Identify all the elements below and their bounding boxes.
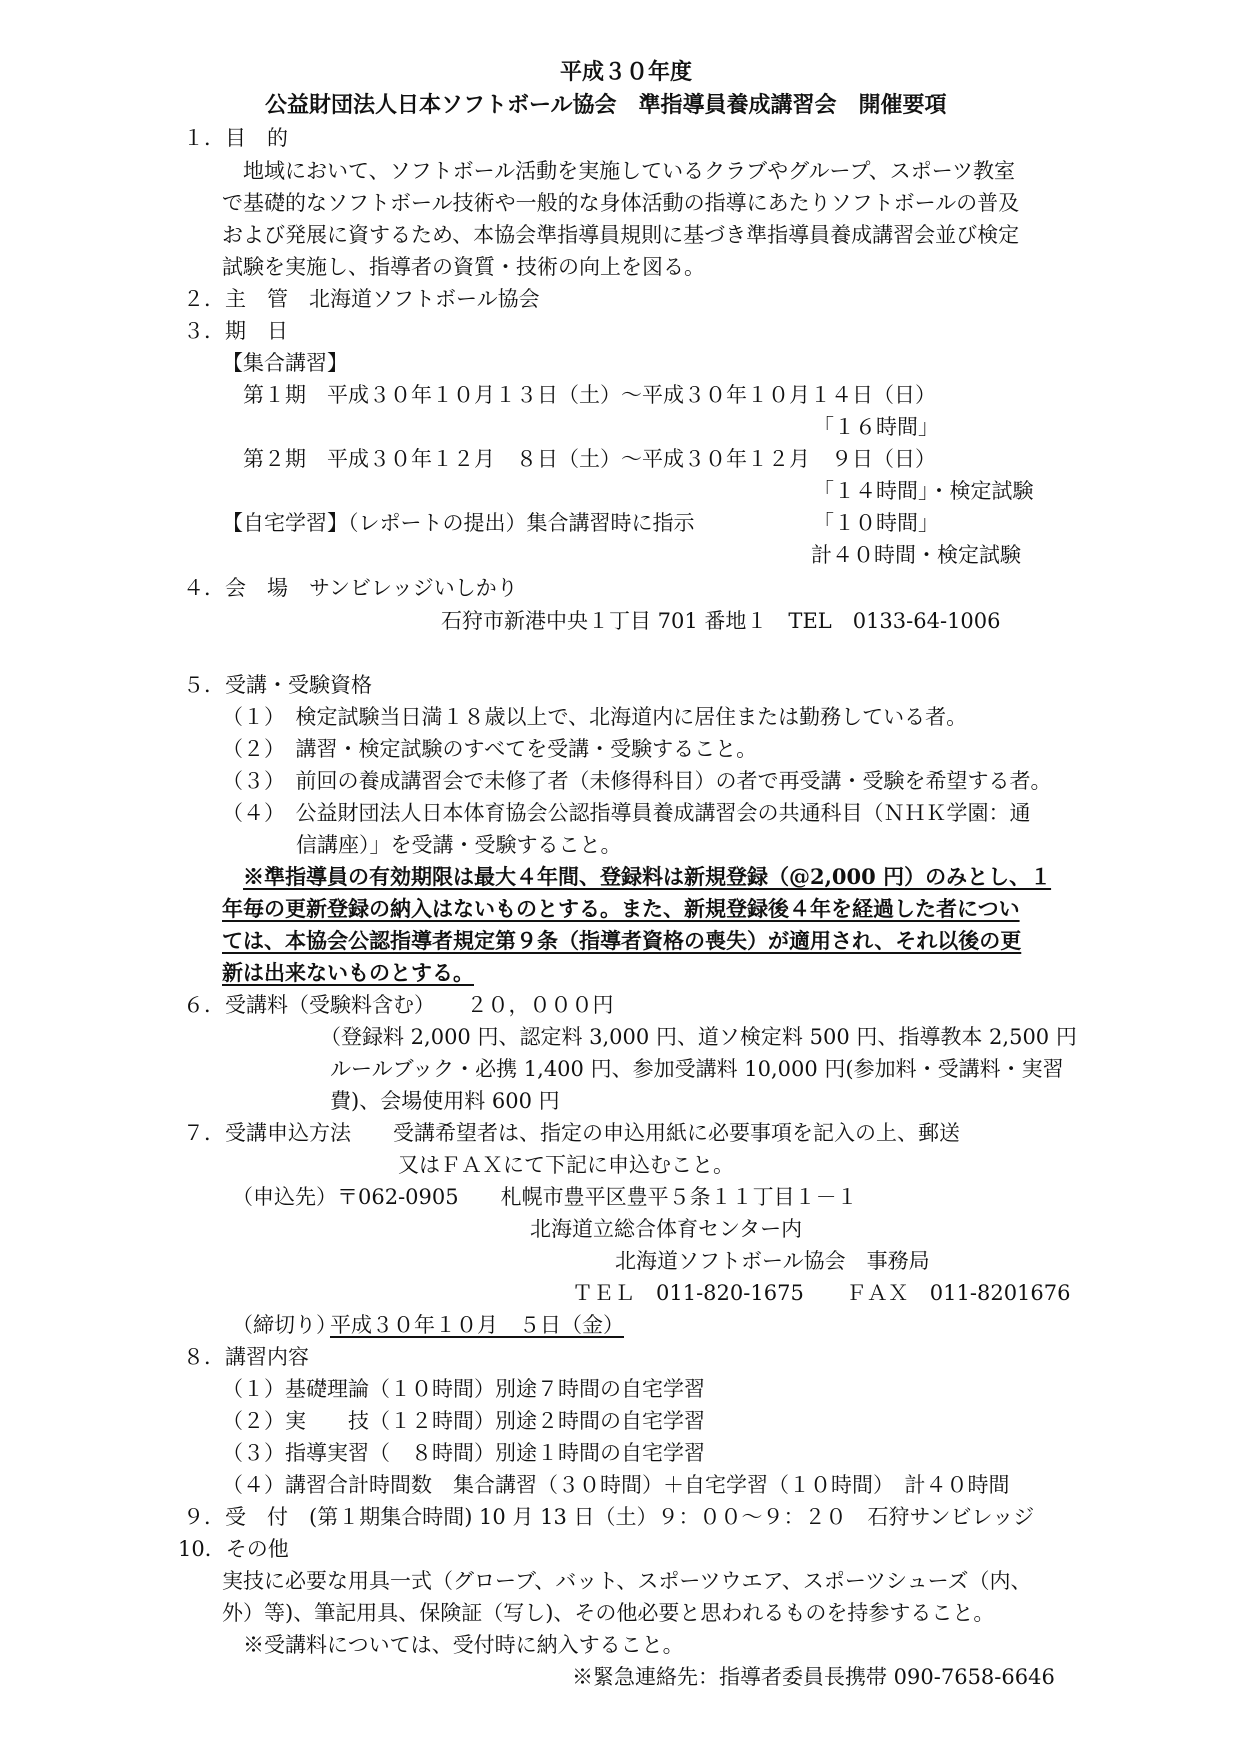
document-title: 公益財団法人日本ソフトボール協会 準指導員養成講習会 開催要項 [265,92,947,118]
qualification-item: （２） 講習・検定試験のすべてを受講・受験すること。 [222,737,758,761]
course-item: （４）講習合計時間数 集合講習（３０時間）＋自宅学習（１０時間） 計４０時間 [222,1473,1010,1497]
fee-breakdown-line: 費)、会場使用料 600 円 [330,1089,560,1113]
venue-address: 石狩市新港中央１丁目 701 番地１ TEL 0133-64-1006 [441,609,1001,633]
home-study-hours: 「１０時間」 [813,511,939,535]
validity-note: ては、本協会公認指導者規定第９条（指導者資格の喪失）が適用され、それ以後の更 [222,928,1022,953]
group-lecture-label: 【集合講習】 [222,351,348,375]
section-7-application: ７．受講申込方法 受講希望者は、指定の申込用紙に必要事項を記入の上、郵送 [183,1121,960,1145]
section-8-heading: ８．講習内容 [183,1345,309,1369]
qualification-item: （３） 前回の養成講習会で未修了者（未修得科目）の者で再受講・受験を希望する者。 [222,769,1052,793]
total-hours: 計４０時間・検定試験 [811,543,1021,567]
section-1-body-line: および発展に資するため、本協会準指導員規則に基づき準指導員養成講習会並び検定 [222,223,1020,247]
other-body-line: 外）等)、筆記用具、保険証（写し)、その他必要と思われるものを持参すること。 [222,1601,995,1625]
section-2-organizer: ２．主 管 北海道ソフトボール協会 [183,287,540,311]
validity-note: 新は出来ないものとする。 [222,960,474,985]
qualification-item: 信講座）」を受講・受験すること。 [296,833,622,857]
fee-breakdown-line: ルールブック・必携 1,400 円、参加受講料 10,000 円(参加料・受講料・実習 [330,1057,1064,1081]
qualification-item: （４） 公益財団法人日本体育協会公認指導員養成講習会の共通科目（ＮＨＫ学園：通 [222,801,1031,825]
home-study-label: 【自宅学習】（レポートの提出）集合講習時に指示 [222,511,695,535]
period-2-hours: 「１４時間」・検定試験 [813,479,1034,503]
deadline-label: （締切り） [232,1313,337,1337]
deadline-date: 平成３０年１０月 ５日（金） [330,1313,624,1337]
section-1-body-line: 試験を実施し、指導者の資質・技術の向上を図る。 [222,255,705,279]
section-4-venue: ４．会 場 サンビレッジいしかり [183,576,518,600]
section-10-heading: 10．その他 [178,1537,289,1561]
other-body-line: 実技に必要な用具一式（グローブ、バット、スポーツウエア、スポーツシューズ（内、 [222,1569,1032,1593]
fee-payment-note: ※受講料については、受付時に納入すること。 [243,1633,684,1657]
period-1-hours: 「１６時間」 [813,415,939,439]
course-item: （１）基礎理論（１０時間）別途７時間の自宅学習 [222,1377,705,1401]
section-1-body-line: 地域において、ソフトボール活動を実施しているクラブやグループ、スポーツ教室 [243,159,1015,183]
application-method: 又はＦＡＸにて下記に申込むこと。 [398,1153,734,1177]
section-5-heading: ５．受講・受験資格 [183,673,372,697]
period-1-dates: 第１期 平成３０年１０月１３日（土）～平成３０年１０月１４日（日） [243,383,936,407]
application-destination: 北海道ソフトボール協会 事務局 [615,1249,930,1273]
contact-tel-fax: ＴＥＬ 011-820-1675 ＦＡＸ 011-8201676 [572,1281,1071,1305]
section-9-reception: ９．受 付 (第１期集合時間) 10 月 13 日（土）９：００～９：２０ 石狩サンビレッジ [183,1505,1035,1529]
section-1-heading: １．目 的 [183,126,288,150]
course-item: （２）実 技（１２時間）別途２時間の自宅学習 [222,1409,705,1433]
period-2-dates: 第２期 平成３０年１２月 ８日（土）～平成３０年１２月 ９日（日） [243,447,936,471]
emergency-contact: ※緊急連絡先：指導者委員長携帯 090-7658-6646 [572,1665,1055,1689]
application-destination: 北海道立総合体育センター内 [530,1217,803,1241]
validity-note: ※準指導員の有効期限は最大４年間、登録料は新規登録（@2,000 円）のみとし、１ [243,864,1052,889]
course-item: （３）指導実習（ ８時間）別途１時間の自宅学習 [222,1441,705,1465]
application-destination: （申込先）〒062-0905 札幌市豊平区豊平５条１１丁目１－１ [232,1185,858,1209]
validity-note: 年毎の更新登録の納入はないものとする。また、新規登録後４年を経過した者につい [222,896,1020,921]
qualification-item: （１） 検定試験当日満１８歳以上で、北海道内に居住または勤務している者。 [222,705,968,729]
document-year: 平成３０年度 [560,59,693,85]
section-1-body-line: で基礎的なソフトボール技術や一般的な身体活動の指導にあたりソフトボールの普及 [222,191,1020,215]
section-3-heading: ３．期 日 [183,319,288,343]
fee-breakdown-line: （登録料 2,000 円、認定料 3,000 円、道ソ検定料 500 円、指導教本 2,500 円 [320,1025,1077,1049]
section-6-fee: ６．受講料（受験料含む） ２０，０００円 [183,993,614,1017]
